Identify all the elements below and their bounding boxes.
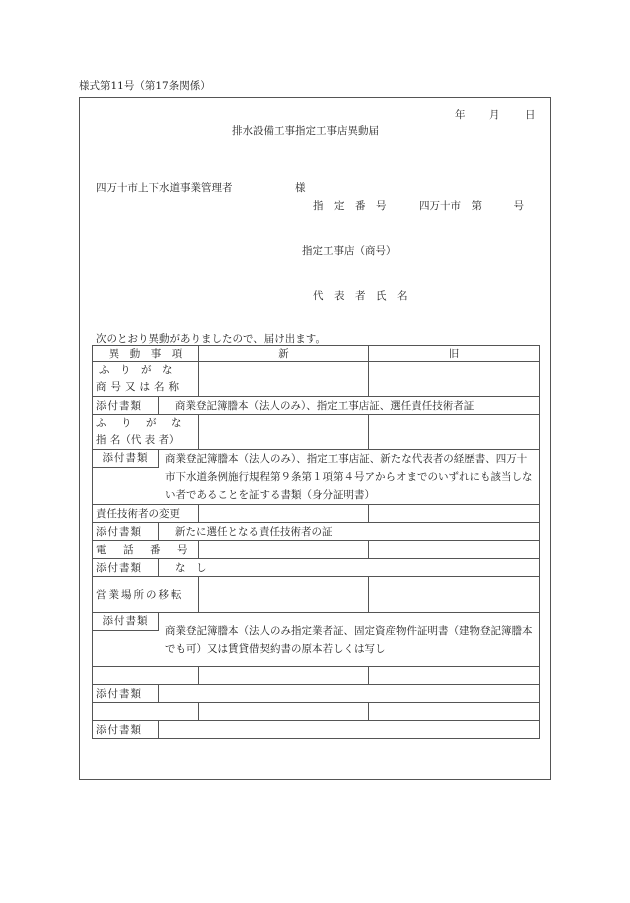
engineer-change-label: 責任技術者の変更 [93,505,199,523]
attach-label: 添付書類 [93,613,159,631]
recipient-name: 四万十市上下水道事業管理者 [96,182,233,194]
rep-name-old-cell[interactable] [369,415,540,450]
engineer-new-cell[interactable] [199,505,369,523]
attach-blank-2[interactable] [159,721,540,739]
table-row [93,613,540,667]
rep-name-text: 指 名（代 表 者） [96,434,180,446]
attach-3: 新たに選任となる責任技術者の証 [159,523,540,541]
attach-label: 添付書類 [93,685,159,703]
designation-value: 四万十市 第 号 [419,200,524,212]
table-row [93,505,540,523]
header-item: 異 動 事 項 [93,346,199,362]
phone-old-cell[interactable] [369,541,540,559]
attach-4: な し [159,559,540,577]
date-year: 年 [455,109,466,121]
blank-old-cell-2[interactable] [369,703,540,721]
engineer-old-cell[interactable] [369,505,540,523]
blank-item-cell[interactable] [93,667,199,685]
attach-blank-1[interactable] [159,685,540,703]
blank-new-cell[interactable] [199,667,369,685]
representative-label: 代 表 者 氏 名 [313,290,408,302]
header-new: 新 [199,346,369,362]
header-old: 旧 [369,346,540,362]
shop-name-label: 指定工事店（商号） [302,245,397,257]
change-table [92,345,540,739]
date-month: 月 [489,109,500,121]
table-row [93,541,540,559]
trade-name-new-cell[interactable] [199,362,369,397]
attach-label: 添付書類 [93,721,159,739]
table-header-row [93,346,540,362]
trade-name-old-cell[interactable] [369,362,540,397]
table-row [93,362,540,397]
table-row [93,667,540,685]
phone-label: 電 話 番 号 [93,541,199,559]
attach-label: 添付書類 [93,523,159,541]
blank-item-cell-2[interactable] [93,703,199,721]
rep-name-new-cell[interactable] [199,415,369,450]
recipient-honorific: 様 [295,182,306,194]
table-row [93,703,540,721]
blank-new-cell-2[interactable] [199,703,369,721]
furigana-label-2: ふ り が な [96,417,184,429]
furigana-label: ふ り が な [99,364,173,376]
table-row [93,685,540,703]
designation-label: 指 定 番 号 [313,200,387,212]
attach-2: 商業登記簿謄本（法人のみ）、指定工事店証、新たな代表者の経歴書、四万十市下水道条例施行規程第９条第１項第４号アからオまでのいずれにも該当しない者であることを証する書類（身分証明書） [165,453,533,501]
table-row [93,450,540,505]
table-row [93,559,540,577]
phone-new-cell[interactable] [199,541,369,559]
office-new-cell[interactable] [199,577,369,613]
table-row [93,577,540,613]
office-old-cell[interactable] [369,577,540,613]
blank-old-cell[interactable] [369,667,540,685]
intro-text: 次のとおり異動がありましたので、届け出ます。 [96,333,326,345]
form-title: 排水設備工事指定工事店異動届 [232,125,379,137]
attach-label: 添付書類 [93,559,159,577]
form-number: 様式第11号（第17条関係） [79,80,211,92]
attach-label: 添付書類 [93,450,159,468]
office-move-label: 営業場所の移転 [93,577,199,613]
rep-name-label [93,415,199,450]
attach-5-cell [93,613,540,667]
attach-1: 商業登記簿謄本（法人のみ）、指定工事店証、選任責任技術者証 [159,397,540,415]
trade-name-text: 商号又は名称 [96,381,183,393]
table-row [93,397,540,415]
table-row [93,415,540,450]
attach-5: 商業登記簿謄本（法人のみ指定業者証、固定資産物件証明書（建物登記簿謄本でも可）又は賃貸借契約書の原本若しくは写し [165,624,533,655]
date-day: 日 [525,109,536,121]
trade-name-label [93,362,199,397]
table-row [93,523,540,541]
attach-label: 添付書類 [93,397,159,415]
table-row [93,721,540,739]
attach-2-cell [93,450,540,505]
